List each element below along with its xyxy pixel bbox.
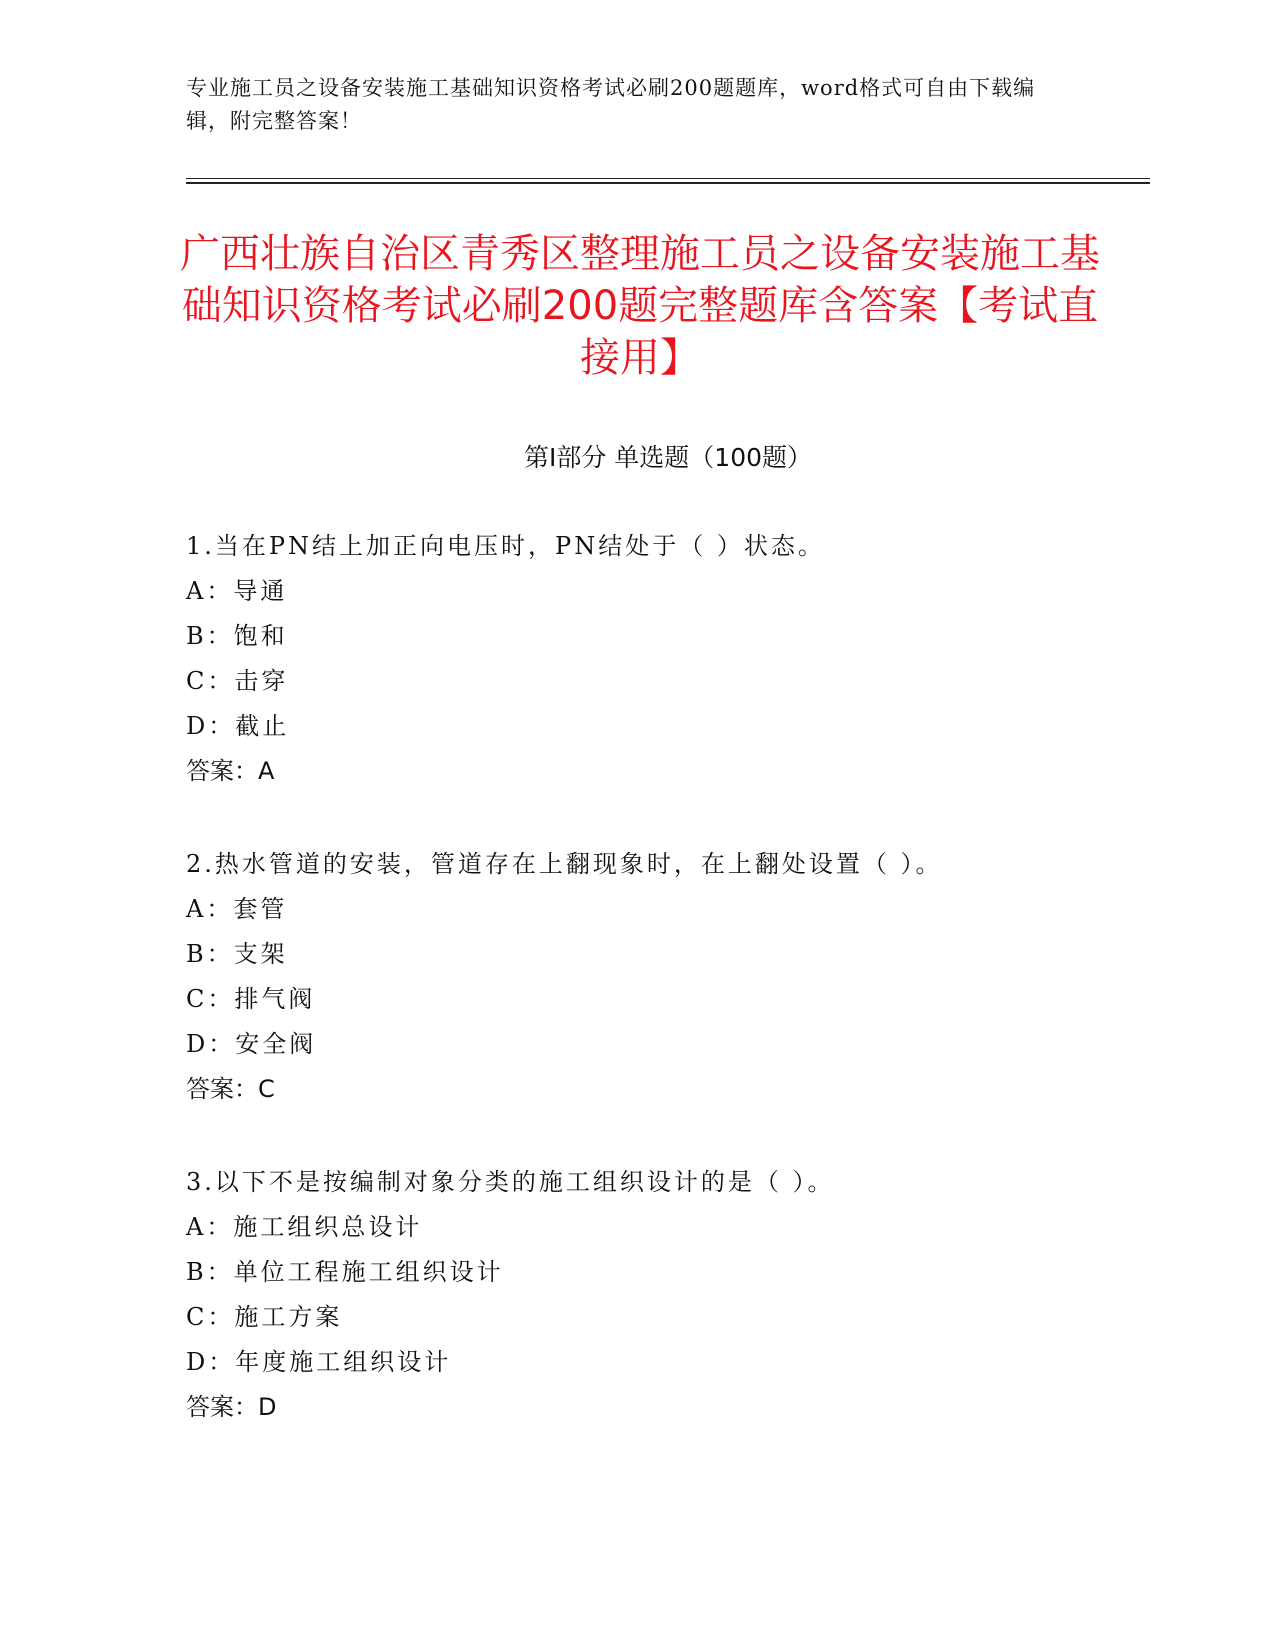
question-1	[186, 524, 1150, 794]
option-d: D：截止	[186, 712, 290, 740]
option-b: B：支架	[186, 940, 288, 968]
header-divider-thick	[186, 182, 1150, 184]
option-a: A：套管	[186, 895, 288, 923]
answer: 答案：D	[186, 1393, 277, 1421]
question-text: 2.热水管道的安装，管道存在上翻现象时，在上翻处设置（ ）。	[186, 850, 943, 878]
document-title: 广西壮族自治区青秀区整理施工员之设备安装施工基础知识资格考试必刷200题完整题库含答案【考试直接用】	[180, 231, 1100, 381]
section-heading: 第Ⅰ部分 单选题（100题）	[523, 443, 813, 472]
answer: 答案：C	[186, 1075, 275, 1103]
option-a: A：导通	[186, 577, 288, 605]
option-b: B：饱和	[186, 622, 288, 650]
option-b: B：单位工程施工组织设计	[186, 1258, 504, 1286]
option-c: C：击穿	[186, 667, 289, 695]
header-note: 专业施工员之设备安装施工基础知识资格考试必刷200题题库，word格式可自由下载编辑，附完整答案！	[186, 76, 1036, 133]
option-d: D：安全阀	[186, 1030, 317, 1058]
option-d: D：年度施工组织设计	[186, 1348, 452, 1376]
option-a: A：施工组织总设计	[186, 1213, 423, 1241]
question-text: 1.当在PN结上加正向电压时，PN结处于（ ）状态。	[186, 532, 825, 560]
question-2	[186, 842, 1150, 1112]
question-text: 3.以下不是按编制对象分类的施工组织设计的是（ ）。	[186, 1168, 835, 1196]
answer: 答案：A	[186, 757, 275, 785]
option-c: C：施工方案	[186, 1303, 343, 1331]
question-3	[186, 1160, 1150, 1430]
header-divider-thin	[186, 178, 1150, 179]
option-c: C：排气阀	[186, 985, 316, 1013]
